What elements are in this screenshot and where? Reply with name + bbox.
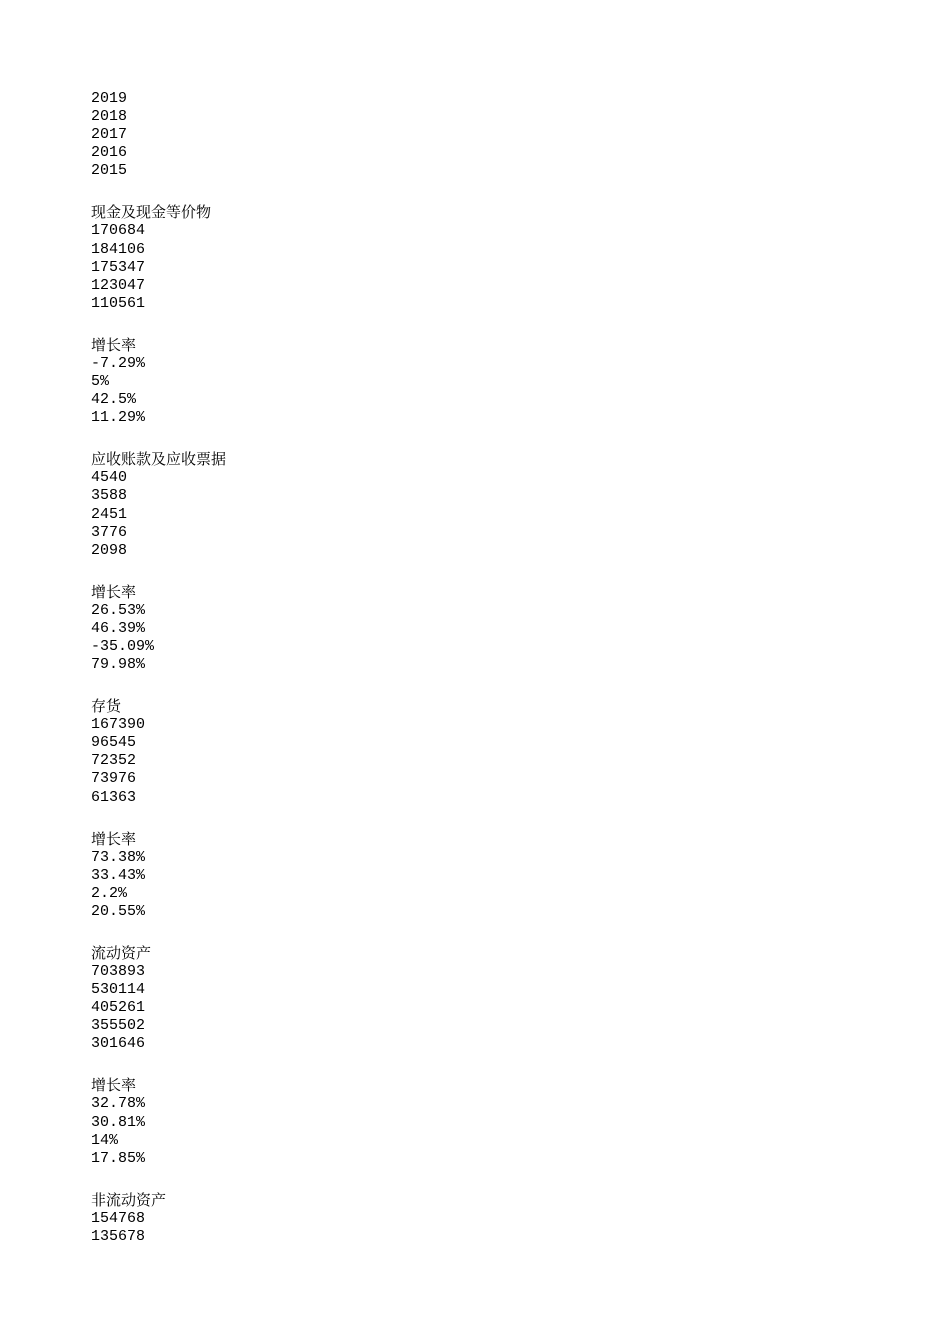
metric-value: 135678 xyxy=(91,1227,146,1245)
metric-value: 530114 xyxy=(91,981,146,999)
metric-value: 2098 xyxy=(91,541,128,559)
sections-container xyxy=(91,202,226,1246)
metric-value: 73976 xyxy=(91,770,137,788)
metric-label: 增长率 xyxy=(91,582,137,601)
metric-value: -7.29% xyxy=(91,354,146,372)
year-label: 2015 xyxy=(91,162,128,180)
year-label: 2016 xyxy=(91,144,128,162)
metric-value: 42.5% xyxy=(91,391,137,409)
metric-section xyxy=(91,829,226,921)
metric-value: 46.39% xyxy=(91,619,146,637)
metric-value: 154768 xyxy=(91,1209,146,1227)
metric-value: 20.55% xyxy=(91,902,146,920)
metric-value: 26.53% xyxy=(91,601,146,619)
year-label: 2018 xyxy=(91,108,128,126)
metric-section xyxy=(91,943,226,1053)
metric-value: -35.09% xyxy=(91,637,155,655)
metric-section xyxy=(91,449,226,559)
year-label: 2019 xyxy=(91,90,128,107)
document-content xyxy=(91,90,226,1268)
metric-section xyxy=(91,202,226,312)
metric-value: 61363 xyxy=(91,788,137,806)
metric-value: 79.98% xyxy=(91,656,146,674)
metric-value: 175347 xyxy=(91,258,146,276)
metric-value: 703893 xyxy=(91,963,146,980)
metric-label: 非流动资产 xyxy=(91,1190,167,1209)
metric-value: 405261 xyxy=(91,999,146,1017)
metric-label: 增长率 xyxy=(91,829,137,848)
metric-section xyxy=(91,1075,226,1167)
metric-value: 96545 xyxy=(91,734,137,752)
metric-label: 增长率 xyxy=(91,1076,137,1095)
metric-value: 123047 xyxy=(91,276,146,294)
metric-value: 3588 xyxy=(91,487,128,505)
metric-value: 4540 xyxy=(91,469,128,487)
metric-value: 184106 xyxy=(91,240,146,258)
metric-value: 3776 xyxy=(91,523,128,541)
metric-value: 14% xyxy=(91,1131,119,1149)
metric-value: 170684 xyxy=(91,222,146,240)
metric-value: 167390 xyxy=(91,716,146,734)
metric-label: 增长率 xyxy=(91,335,137,354)
metric-value: 73.38% xyxy=(91,848,146,866)
metric-value: 355502 xyxy=(91,1017,146,1035)
metric-label: 流动资产 xyxy=(91,944,152,962)
metric-value: 33.43% xyxy=(91,866,146,884)
metric-label: 应收账款及应收票据 xyxy=(91,450,227,469)
metric-label: 现金及现金等价物 xyxy=(91,203,212,222)
metric-section xyxy=(91,1190,226,1246)
metric-value: 11.29% xyxy=(91,409,146,427)
metric-value: 2451 xyxy=(91,505,128,523)
metric-value: 301646 xyxy=(91,1035,146,1053)
metric-label: 存货 xyxy=(91,697,122,716)
metric-section xyxy=(91,335,226,427)
metric-value: 17.85% xyxy=(91,1149,146,1167)
metric-value: 30.81% xyxy=(91,1113,146,1131)
metric-value: 32.78% xyxy=(91,1095,146,1113)
metric-value: 72352 xyxy=(91,752,137,770)
metric-value: 110561 xyxy=(91,294,146,312)
metric-section xyxy=(91,582,226,674)
metric-value: 2.2% xyxy=(91,884,128,902)
year-label: 2017 xyxy=(91,126,128,144)
years-block xyxy=(91,90,226,180)
metric-section xyxy=(91,696,226,806)
metric-value: 5% xyxy=(91,373,110,391)
